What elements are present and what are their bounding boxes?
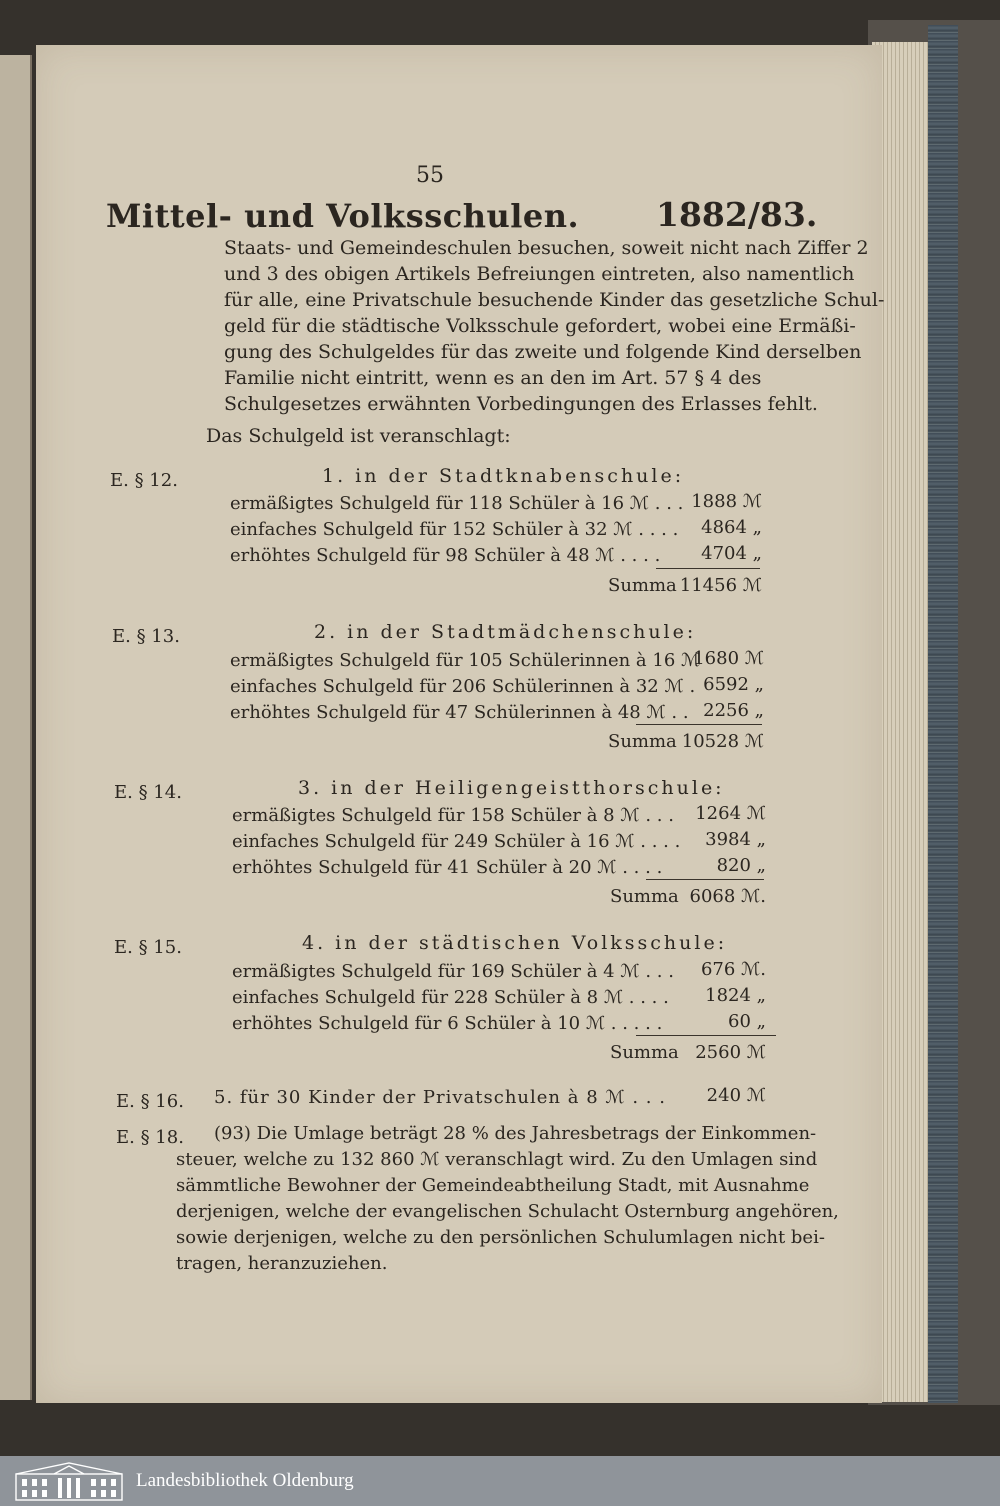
section-title: 3. in der Heiligengeistthorschule: [298,777,725,799]
row-amount: 60 „ [728,1011,766,1032]
sum-label: Summa [608,731,677,752]
section-ref: E. § 13. [112,626,180,647]
library-building-icon [14,1460,124,1502]
sum-amount: 11456 ℳ [679,575,762,596]
table-row: erhöhtes Schulgeld für 6 Schüler à 10 ℳ . . . . . [232,1013,663,1034]
row-amount: 2256 „ [703,700,764,721]
paragraph-line: derjenigen, welche der evangelischen Schulacht Osternburg angehören, [176,1201,839,1222]
table-row: ermäßigtes Schulgeld für 158 Schüler à 8 ℳ . . . [232,805,674,826]
table-row: einfaches Schulgeld für 228 Schüler à 8 ℳ . . . . [232,987,669,1008]
table-row: erhöhtes Schulgeld für 47 Schülerinnen à 48 ℳ . . [230,702,689,723]
table-row: einfaches Schulgeld für 249 Schüler à 16 ℳ . . . . [232,831,681,852]
sum-rule [656,568,760,569]
section-ref: E. § 14. [114,782,182,803]
budget-intro: Das Schulgeld ist veranschlagt: [206,425,511,447]
section-ref: E. § 15. [114,937,182,958]
table-row: ermäßigtes Schulgeld für 118 Schüler à 16 ℳ . . . [230,493,684,514]
section-title: 1. in der Stadtknabenschule: [322,465,685,487]
row-amount: 3984 „ [705,829,766,850]
intro-line: Familie nicht eintritt, wenn es an den im Art. 57 § 4 des [224,367,762,389]
left-page-edge [0,55,32,1400]
row-amount: 1264 ℳ [695,803,766,824]
sum-rule [636,1035,776,1036]
row-amount: 1680 ℳ [693,648,764,669]
section-title: 4. in der städtischen Volksschule: [302,932,728,954]
table-row: ermäßigtes Schulgeld für 105 Schülerinnen à 16 ℳ [230,650,701,671]
table-row: ermäßigtes Schulgeld für 169 Schüler à 4 ℳ . . . [232,961,674,982]
item-text: 5. für 30 Kinder der Privatschulen à 8 ℳ . . . [214,1087,666,1108]
section-ref: E. § 16. [116,1091,184,1112]
paragraph-line: tragen, heranzuziehen. [176,1253,388,1274]
table-row: einfaches Schulgeld für 206 Schülerinnen à 32 ℳ . [230,676,696,697]
page-header-year: 1882/83. [656,195,818,234]
table-row: erhöhtes Schulgeld für 41 Schüler à 20 ℳ . . . . [232,857,663,878]
row-amount: 4704 „ [701,543,762,564]
row-amount: 676 ℳ. [700,959,766,980]
paragraph-line: (93) Die Umlage beträgt 28 % des Jahresbetrags der Einkommen- [214,1123,817,1144]
page-header-title: Mittel- und Volksschulen. [106,197,580,235]
row-amount: 1824 „ [705,985,766,1006]
paragraph-line: sämmtliche Bewohner der Gemeindeabtheilung Stadt, mit Ausnahme [176,1175,810,1196]
table-row: erhöhtes Schulgeld für 98 Schüler à 48 ℳ . . . . [230,545,661,566]
row-amount: 4864 „ [701,517,762,538]
section-title: 2. in der Stadtmädchenschule: [314,621,697,643]
intro-line: Staats- und Gemeindeschulen besuchen, soweit nicht nach Ziffer 2 [224,237,869,259]
intro-line: gung des Schulgeldes für das zweite und folgende Kind derselben [224,341,862,363]
sum-amount: 2560 ℳ [695,1042,766,1063]
paragraph-line: steuer, welche zu 132 860 ℳ veranschlagt wird. Zu den Umlagen sind [176,1149,818,1170]
sum-amount: 10528 ℳ [681,731,764,752]
sum-amount: 6068 ℳ. [689,886,766,907]
row-amount: 240 ℳ [706,1085,766,1106]
sum-rule [646,879,764,880]
sum-label: Summa [610,886,679,907]
book-cover-edge [928,25,958,1403]
paragraph-line: sowie derjenigen, welche zu den persönlichen Schulumlagen nicht bei- [176,1227,825,1248]
sum-label: Summa [608,575,677,596]
row-amount: 820 „ [716,855,766,876]
intro-line: Schulgesetzes erwähnten Vorbedingungen des Erlasses fehlt. [224,393,818,415]
book-page [36,45,885,1403]
sum-rule [636,724,762,725]
library-name: Landesbibliothek Oldenburg [136,1470,354,1491]
section-ref: E. § 12. [110,470,178,491]
row-amount: 1888 ℳ [691,491,762,512]
table-row: einfaches Schulgeld für 152 Schüler à 32 ℳ . . . . [230,519,679,540]
intro-line: und 3 des obigen Artikels Befreiungen eintreten, also namentlich [224,263,855,285]
page-number: 55 [416,163,444,188]
library-footer [0,1456,1000,1506]
intro-line: für alle, eine Privatschule besuchende Kinder das gesetzliche Schul- [224,289,885,311]
sum-label: Summa [610,1042,679,1063]
row-amount: 6592 „ [703,674,764,695]
intro-line: geld für die städtische Volksschule gefordert, wobei eine Ermäßi- [224,315,856,337]
section-ref: E. § 18. [116,1127,184,1148]
